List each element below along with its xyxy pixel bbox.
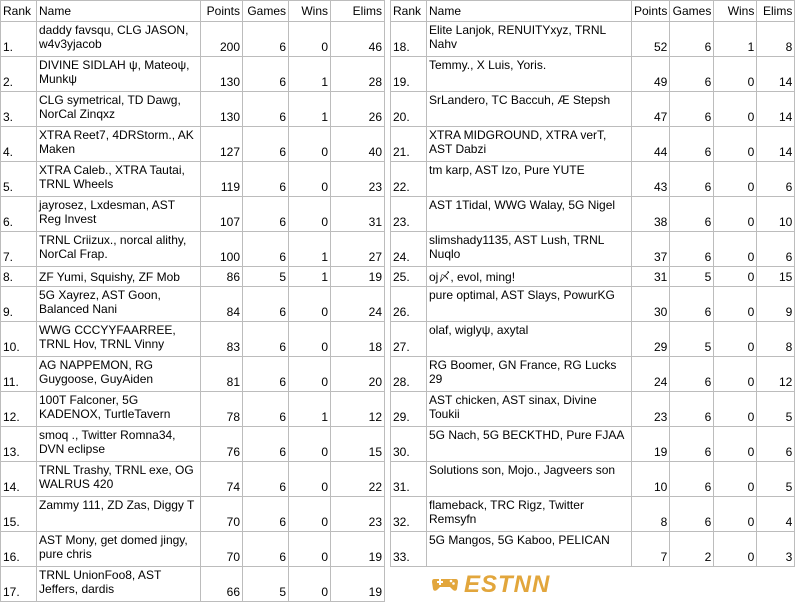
elims-cell: 14 bbox=[757, 57, 795, 92]
points-cell: 83 bbox=[201, 322, 243, 357]
team-name-cell: smoq ., Twitter Romna34, DVN eclipse bbox=[37, 427, 201, 462]
wins-cell: 0 bbox=[289, 357, 331, 392]
points-cell: 130 bbox=[201, 92, 243, 127]
games-cell: 2 bbox=[670, 532, 714, 567]
table-row bbox=[391, 232, 795, 267]
points-cell: 31 bbox=[632, 267, 670, 287]
rank-cell: 3. bbox=[1, 92, 37, 127]
wins-cell: 0 bbox=[714, 532, 757, 567]
wins-cell: 0 bbox=[714, 267, 757, 287]
wins-cell: 0 bbox=[714, 127, 757, 162]
games-cell: 6 bbox=[243, 197, 289, 232]
team-name-cell: XTRA MIDGROUND, XTRA verT, AST Dabzi bbox=[427, 127, 632, 162]
elims-cell: 6 bbox=[757, 232, 795, 267]
games-cell: 6 bbox=[243, 392, 289, 427]
rank-cell: 5. bbox=[1, 162, 37, 197]
points-cell: 86 bbox=[201, 267, 243, 287]
wins-cell: 0 bbox=[289, 497, 331, 532]
team-name-cell: TRNL UnionFoo8, AST Jeffers, dardis bbox=[37, 567, 201, 602]
rank-cell: 16. bbox=[1, 532, 37, 567]
rank-cell: 29. bbox=[391, 392, 427, 427]
table-row bbox=[391, 497, 795, 532]
points-cell: 30 bbox=[632, 287, 670, 322]
games-cell: 6 bbox=[670, 197, 714, 232]
elims-cell: 12 bbox=[331, 392, 385, 427]
table-row bbox=[391, 532, 795, 567]
elims-cell: 23 bbox=[331, 497, 385, 532]
table-row bbox=[1, 427, 385, 462]
rank-cell: 24. bbox=[391, 232, 427, 267]
points-cell: 47 bbox=[632, 92, 670, 127]
points-cell: 78 bbox=[201, 392, 243, 427]
points-cell: 130 bbox=[201, 57, 243, 92]
wins-cell: 0 bbox=[714, 92, 757, 127]
games-cell: 6 bbox=[243, 127, 289, 162]
wins-cell: 1 bbox=[714, 22, 757, 57]
points-cell: 23 bbox=[632, 392, 670, 427]
rank-cell: 8. bbox=[1, 267, 37, 287]
team-name-cell: TRNL Trashy, TRNL exe, OG WALRUS 420 bbox=[37, 462, 201, 497]
elims-cell: 8 bbox=[757, 22, 795, 57]
rank-cell: 14. bbox=[1, 462, 37, 497]
points-cell: 84 bbox=[201, 287, 243, 322]
games-cell: 6 bbox=[670, 92, 714, 127]
points-cell: 66 bbox=[201, 567, 243, 602]
games-cell: 6 bbox=[243, 427, 289, 462]
table-row bbox=[391, 162, 795, 197]
team-name-cell: ZF Yumi, Squishy, ZF Mob bbox=[37, 267, 201, 287]
wins-cell: 1 bbox=[289, 92, 331, 127]
table-row bbox=[391, 427, 795, 462]
wins-cell: 0 bbox=[289, 197, 331, 232]
wins-cell: 0 bbox=[714, 497, 757, 532]
points-cell: 52 bbox=[632, 22, 670, 57]
header-games: Games bbox=[243, 1, 289, 22]
table-row bbox=[1, 267, 385, 287]
team-name-cell: SrLandero, TC Baccuh, Æ Stepsh bbox=[427, 92, 632, 127]
games-cell: 6 bbox=[670, 392, 714, 427]
games-cell: 6 bbox=[243, 462, 289, 497]
elims-cell: 23 bbox=[331, 162, 385, 197]
team-name-cell: CLG symetrical, TD Dawg, NorCal Zinqxz bbox=[37, 92, 201, 127]
standings-table-right bbox=[390, 0, 795, 567]
games-cell: 6 bbox=[243, 57, 289, 92]
rank-cell: 20. bbox=[391, 92, 427, 127]
rank-cell: 32. bbox=[391, 497, 427, 532]
table-row bbox=[391, 392, 795, 427]
elims-cell: 27 bbox=[331, 232, 385, 267]
header-elims: Elims bbox=[757, 1, 795, 22]
wins-cell: 1 bbox=[289, 57, 331, 92]
elims-cell: 12 bbox=[757, 357, 795, 392]
points-cell: 76 bbox=[201, 427, 243, 462]
wins-cell: 0 bbox=[714, 357, 757, 392]
header-rank: Rank bbox=[1, 1, 37, 22]
header-name: Name bbox=[37, 1, 201, 22]
elims-cell: 5 bbox=[757, 392, 795, 427]
header-row bbox=[391, 1, 795, 22]
table-row bbox=[1, 162, 385, 197]
table-row bbox=[1, 22, 385, 57]
games-cell: 6 bbox=[243, 92, 289, 127]
team-name-cell: AST 1Tidal, WWG Walay, 5G Nigel bbox=[427, 197, 632, 232]
elims-cell: 46 bbox=[331, 22, 385, 57]
rank-cell: 1. bbox=[1, 22, 37, 57]
table-row bbox=[391, 197, 795, 232]
wins-cell: 0 bbox=[714, 57, 757, 92]
points-cell: 70 bbox=[201, 497, 243, 532]
games-cell: 6 bbox=[243, 322, 289, 357]
logo-text: ESTNN bbox=[464, 571, 551, 596]
header-elims: Elims bbox=[331, 1, 385, 22]
points-cell: 74 bbox=[201, 462, 243, 497]
wins-cell: 0 bbox=[289, 532, 331, 567]
elims-cell: 6 bbox=[757, 427, 795, 462]
wins-cell: 0 bbox=[289, 322, 331, 357]
wins-cell: 0 bbox=[714, 162, 757, 197]
elims-cell: 9 bbox=[757, 287, 795, 322]
wins-cell: 0 bbox=[714, 322, 757, 357]
elims-cell: 6 bbox=[757, 162, 795, 197]
games-cell: 6 bbox=[670, 462, 714, 497]
elims-cell: 4 bbox=[757, 497, 795, 532]
points-cell: 7 bbox=[632, 532, 670, 567]
rank-cell: 30. bbox=[391, 427, 427, 462]
elims-cell: 14 bbox=[757, 127, 795, 162]
team-name-cell: slimshady1135, AST Lush, TRNL Nuqlo bbox=[427, 232, 632, 267]
points-cell: 70 bbox=[201, 532, 243, 567]
team-name-cell: 5G Xayrez, AST Goon, Balanced Nani bbox=[37, 287, 201, 322]
table-row bbox=[391, 462, 795, 497]
header-row bbox=[1, 1, 385, 22]
wins-cell: 0 bbox=[289, 127, 331, 162]
table-row bbox=[391, 127, 795, 162]
estnn-logo bbox=[430, 570, 630, 596]
elims-cell: 20 bbox=[331, 357, 385, 392]
header-wins: Wins bbox=[714, 1, 757, 22]
team-name-cell: XTRA Caleb., XTRA Tautai, TRNL Wheels bbox=[37, 162, 201, 197]
standings-table-left bbox=[0, 0, 385, 602]
table-row bbox=[1, 287, 385, 322]
wins-cell: 1 bbox=[289, 267, 331, 287]
team-name-cell: WWG CCCYYFAARREE, TRNL Hov, TRNL Vinny bbox=[37, 322, 201, 357]
team-name-cell: AST Mony, get domed jingy, pure chris bbox=[37, 532, 201, 567]
wins-cell: 1 bbox=[289, 232, 331, 267]
elims-cell: 15 bbox=[757, 267, 795, 287]
wins-cell: 0 bbox=[714, 197, 757, 232]
team-name-cell: DIVINE SIDLAH ψ, Mateoψ, Munkψ bbox=[37, 57, 201, 92]
games-cell: 6 bbox=[670, 57, 714, 92]
table-row bbox=[1, 232, 385, 267]
points-cell: 44 bbox=[632, 127, 670, 162]
games-cell: 6 bbox=[243, 287, 289, 322]
table-row bbox=[391, 322, 795, 357]
points-cell: 200 bbox=[201, 22, 243, 57]
table-row bbox=[1, 322, 385, 357]
points-cell: 29 bbox=[632, 322, 670, 357]
header-points: Points bbox=[632, 1, 670, 22]
rank-cell: 15. bbox=[1, 497, 37, 532]
table-row bbox=[1, 462, 385, 497]
team-name-cell: Elite Lanjok, RENUITYxyz, TRNL Nahv bbox=[427, 22, 632, 57]
points-cell: 37 bbox=[632, 232, 670, 267]
wins-cell: 0 bbox=[289, 162, 331, 197]
table-row bbox=[391, 22, 795, 57]
wins-cell: 0 bbox=[714, 287, 757, 322]
rank-cell: 10. bbox=[1, 322, 37, 357]
table-row bbox=[1, 567, 385, 602]
rank-cell: 6. bbox=[1, 197, 37, 232]
elims-cell: 18 bbox=[331, 322, 385, 357]
rank-cell: 18. bbox=[391, 22, 427, 57]
points-cell: 43 bbox=[632, 162, 670, 197]
points-cell: 127 bbox=[201, 127, 243, 162]
table-row bbox=[1, 92, 385, 127]
elims-cell: 15 bbox=[331, 427, 385, 462]
team-name-cell: TRNL Criizux., norcal alithy, NorCal Frap. bbox=[37, 232, 201, 267]
team-name-cell: 5G Nach, 5G BECKTHD, Pure FJAA bbox=[427, 427, 632, 462]
team-name-cell: AG NAPPEMON, RG Guygoose, GuyAiden bbox=[37, 357, 201, 392]
team-name-cell: flameback, TRC Rigz, Twitter Remsyfn bbox=[427, 497, 632, 532]
wins-cell: 0 bbox=[714, 462, 757, 497]
elims-cell: 19 bbox=[331, 532, 385, 567]
points-cell: 8 bbox=[632, 497, 670, 532]
table-row bbox=[1, 197, 385, 232]
table-row bbox=[1, 57, 385, 92]
rank-cell: 17. bbox=[1, 567, 37, 602]
wins-cell: 0 bbox=[289, 22, 331, 57]
games-cell: 6 bbox=[243, 357, 289, 392]
table-row bbox=[391, 357, 795, 392]
team-name-cell: oj〆, evol, ming! bbox=[427, 267, 632, 287]
games-cell: 6 bbox=[670, 357, 714, 392]
games-cell: 6 bbox=[670, 427, 714, 462]
elims-cell: 26 bbox=[331, 92, 385, 127]
rank-cell: 28. bbox=[391, 357, 427, 392]
team-name-cell: RG Boomer, GN France, RG Lucks 29 bbox=[427, 357, 632, 392]
team-name-cell: Temmy., X Luis, Yoris. bbox=[427, 57, 632, 92]
wins-cell: 1 bbox=[289, 392, 331, 427]
table-row bbox=[391, 57, 795, 92]
elims-cell: 5 bbox=[757, 462, 795, 497]
points-cell: 107 bbox=[201, 197, 243, 232]
team-name-cell: 100T Falconer, 5G KADENOX, TurtleTavern bbox=[37, 392, 201, 427]
games-cell: 6 bbox=[670, 22, 714, 57]
games-cell: 6 bbox=[670, 162, 714, 197]
rank-cell: 12. bbox=[1, 392, 37, 427]
points-cell: 24 bbox=[632, 357, 670, 392]
rank-cell: 33. bbox=[391, 532, 427, 567]
team-name-cell: XTRA Reet7, 4DRStorm., AK Maken bbox=[37, 127, 201, 162]
estnn-logo-graphic bbox=[430, 570, 630, 596]
elims-cell: 28 bbox=[331, 57, 385, 92]
header-name: Name bbox=[427, 1, 632, 22]
rank-cell: 26. bbox=[391, 287, 427, 322]
games-cell: 6 bbox=[670, 232, 714, 267]
table-row bbox=[1, 532, 385, 567]
team-name-cell: jayrosez, Lxdesman, AST Reg Invest bbox=[37, 197, 201, 232]
rank-cell: 19. bbox=[391, 57, 427, 92]
wins-cell: 0 bbox=[289, 462, 331, 497]
games-cell: 6 bbox=[670, 287, 714, 322]
table-row bbox=[391, 267, 795, 287]
team-name-cell: olaf, wiglyψ, axytal bbox=[427, 322, 632, 357]
table-row bbox=[391, 92, 795, 127]
gamepad-icon bbox=[432, 579, 458, 591]
team-name-cell: pure optimal, AST Slays, PowurKG bbox=[427, 287, 632, 322]
rank-cell: 22. bbox=[391, 162, 427, 197]
header-points: Points bbox=[201, 1, 243, 22]
rank-cell: 21. bbox=[391, 127, 427, 162]
points-cell: 38 bbox=[632, 197, 670, 232]
points-cell: 19 bbox=[632, 427, 670, 462]
games-cell: 6 bbox=[243, 162, 289, 197]
rank-cell: 7. bbox=[1, 232, 37, 267]
points-cell: 119 bbox=[201, 162, 243, 197]
team-name-cell: Solutions son, Mojo., Jagveers son bbox=[427, 462, 632, 497]
games-cell: 6 bbox=[243, 497, 289, 532]
rank-cell: 31. bbox=[391, 462, 427, 497]
points-cell: 81 bbox=[201, 357, 243, 392]
rank-cell: 2. bbox=[1, 57, 37, 92]
wins-cell: 0 bbox=[289, 567, 331, 602]
rank-cell: 11. bbox=[1, 357, 37, 392]
header-wins: Wins bbox=[289, 1, 331, 22]
wins-cell: 0 bbox=[289, 427, 331, 462]
points-cell: 49 bbox=[632, 57, 670, 92]
elims-cell: 10 bbox=[757, 197, 795, 232]
wins-cell: 0 bbox=[289, 287, 331, 322]
elims-cell: 22 bbox=[331, 462, 385, 497]
rank-cell: 13. bbox=[1, 427, 37, 462]
games-cell: 6 bbox=[670, 127, 714, 162]
elims-cell: 19 bbox=[331, 567, 385, 602]
rank-cell: 27. bbox=[391, 322, 427, 357]
elims-cell: 19 bbox=[331, 267, 385, 287]
table-row bbox=[1, 497, 385, 532]
rank-cell: 4. bbox=[1, 127, 37, 162]
table-row bbox=[1, 357, 385, 392]
table-row bbox=[391, 287, 795, 322]
games-cell: 6 bbox=[243, 532, 289, 567]
games-cell: 5 bbox=[243, 267, 289, 287]
points-cell: 100 bbox=[201, 232, 243, 267]
games-cell: 5 bbox=[670, 267, 714, 287]
elims-cell: 40 bbox=[331, 127, 385, 162]
games-cell: 6 bbox=[243, 22, 289, 57]
elims-cell: 31 bbox=[331, 197, 385, 232]
table-row bbox=[1, 392, 385, 427]
table-row bbox=[1, 127, 385, 162]
elims-cell: 8 bbox=[757, 322, 795, 357]
header-games: Games bbox=[670, 1, 714, 22]
team-name-cell: tm karp, AST Izo, Pure YUTE bbox=[427, 162, 632, 197]
wins-cell: 0 bbox=[714, 232, 757, 267]
team-name-cell: AST chicken, AST sinax, Divine Toukii bbox=[427, 392, 632, 427]
elims-cell: 24 bbox=[331, 287, 385, 322]
elims-cell: 3 bbox=[757, 532, 795, 567]
team-name-cell: daddy favsqu, CLG JASON, w4v3yjacob bbox=[37, 22, 201, 57]
rank-cell: 9. bbox=[1, 287, 37, 322]
games-cell: 6 bbox=[243, 232, 289, 267]
header-rank: Rank bbox=[391, 1, 427, 22]
team-name-cell: 5G Mangos, 5G Kaboo, PELICAN bbox=[427, 532, 632, 567]
games-cell: 6 bbox=[670, 497, 714, 532]
wins-cell: 0 bbox=[714, 427, 757, 462]
wins-cell: 0 bbox=[714, 392, 757, 427]
games-cell: 5 bbox=[670, 322, 714, 357]
games-cell: 5 bbox=[243, 567, 289, 602]
rank-cell: 25. bbox=[391, 267, 427, 287]
elims-cell: 14 bbox=[757, 92, 795, 127]
team-name-cell: Zammy 111, ZD Zas, Diggy T bbox=[37, 497, 201, 532]
points-cell: 10 bbox=[632, 462, 670, 497]
rank-cell: 23. bbox=[391, 197, 427, 232]
